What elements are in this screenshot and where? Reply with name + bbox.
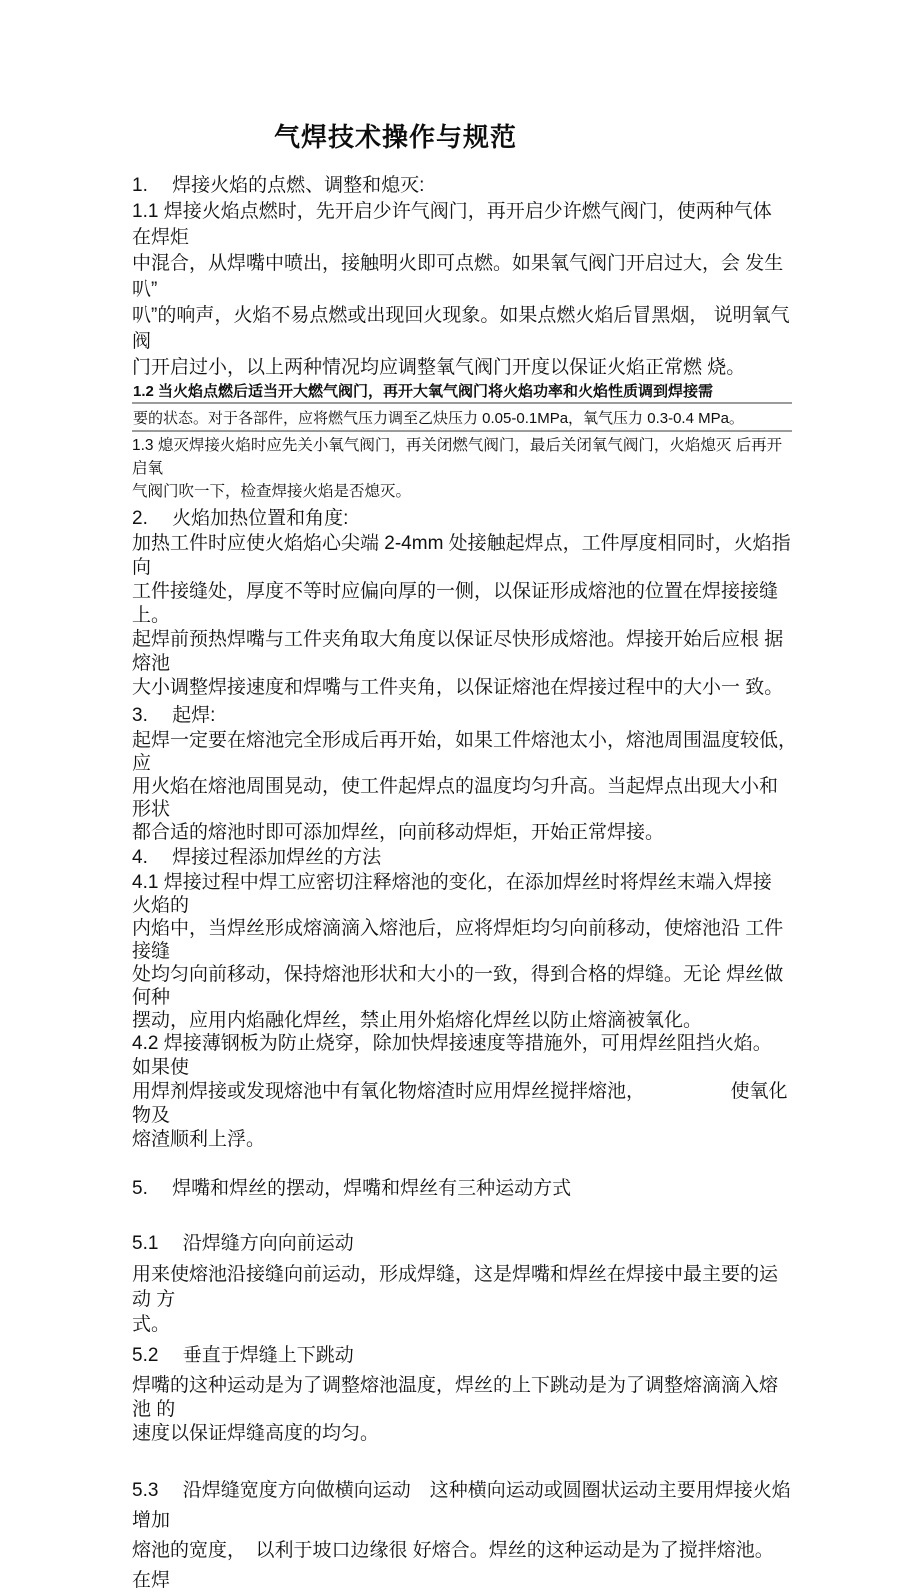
paragraph-3 xyxy=(132,729,807,844)
text-line: 用来使熔池沿接缝向前运动，形成焊缝，这是焊嘴和焊丝在焊接中最主要的运动 方 xyxy=(132,1264,779,1310)
text-line: 熔渣顺利上浮。 xyxy=(132,1129,266,1150)
text-line: 大小调整焊接速度和焊嘴与工件夹角，以保证熔池在焊接过程中的大小一 致。 xyxy=(132,677,784,698)
text-line: 中混合，从焊嘴中喷出，接触明火即可点燃。如果氧气阀门开启过大，会 发生叭” xyxy=(132,253,784,300)
paragraph-4-2 xyxy=(132,1032,792,1152)
section-5-3-block xyxy=(132,1476,792,1596)
text-line: 4.2 焊接薄钢板为防止烧穿，除加快焊接速度等措施外，可用焊丝阻挡火焰。 如果使 xyxy=(132,1033,782,1078)
clause-1-2-ruled-block xyxy=(132,381,792,432)
text-line: 用火焰在熔池周围晃动，使工件起焊点的温度均匀升高。当起焊点出现大小和 形状 xyxy=(132,776,784,820)
text-line: 气阀门吹一下，检查焊接火焰是否熄灭。 xyxy=(132,483,412,500)
text-line: 起焊前预热焊嘴与工件夹角取大角度以保证尽快形成熔池。焊接开始后应根 据熔池 xyxy=(132,629,784,674)
text-line: 熔池的宽度， 以利于坡口边缘很 好熔合。焊丝的这种运动是为了搅拌熔池。 在焊 xyxy=(132,1540,784,1591)
text-line: 起焊一定要在熔池完全形成后再开始，如果工件熔池太小，熔池周围温度较低， 应 xyxy=(132,730,807,774)
paragraph-5-2 xyxy=(132,1374,792,1446)
text-line: 1.3 熄灭焊接火焰时应先关小氧气阀门，再关闭燃气阀门，最后关闭氧气阀门，火焰熄灭 后再开启氧 xyxy=(132,437,783,477)
section-5-heading: 5. 焊嘴和焊丝的摆动，焊嘴和焊丝有三种运动方式 xyxy=(132,1178,572,1199)
document-page xyxy=(0,120,920,1591)
text-line: 都合适的熔池时即可添加焊丝，向前移动焊炬，开始正常焊接。 xyxy=(132,822,665,843)
text-line: 1.1 焊接火焰点燃时，先开启少许气阀门，再开启少许燃气阀门，使两种气体 在焊炬 xyxy=(132,201,777,248)
section-5-3-heading-line: 5.3 沿焊缝宽度方向做横向运动 这种横向运动或圆圈状运动主要用焊接火焰增加 xyxy=(132,1480,791,1531)
section-5-2-heading: 5.2 垂直于焊缝上下跳动 xyxy=(132,1345,354,1366)
section-4-heading: 4. 焊接过程添加焊丝的方法 xyxy=(132,847,382,868)
section-3-heading: 3. 起焊: xyxy=(132,705,216,726)
text-line: 内焰中，当焊丝形成熔滴滴入熔池后，应将焊炬均匀向前移动，使熔池沿 工件接缝 xyxy=(132,918,784,962)
text-line: 加热工件时应使火焰焰心尖端 2-4mm 处接触起焊点，工件厚度相同时，火焰指 向 xyxy=(132,533,796,578)
text-line: 工件接缝处，厚度不等时应偏向厚的一侧，以保证形成熔池的位置在焊接接缝 上。 xyxy=(132,581,784,626)
text-line: 用焊剂焊接或发现熔池中有氧化物熔渣时应用焊丝搅拌熔池， 使氧化物及 xyxy=(132,1081,788,1126)
section-1-heading: 1. 焊接火焰的点燃、调整和熄灭: xyxy=(132,175,425,196)
clause-1-2-line: 1.2 当火焰点燃后适当开大燃气阀门，再开大氧气阀门将火焰功率和火焰性质调到焊接需 xyxy=(132,381,792,404)
document-title: 气焊技术操作与规范 xyxy=(274,122,518,152)
section-2-heading: 2. 火焰加热位置和角度: xyxy=(132,508,349,529)
text-line: 速度以保证焊缝高度的均匀。 xyxy=(132,1423,380,1444)
paragraph-5-1 xyxy=(132,1262,792,1337)
document-content xyxy=(132,120,807,1596)
paragraph-4-1 xyxy=(132,871,792,1032)
text-line: 式。 xyxy=(132,1314,171,1335)
paragraph-1-3 xyxy=(132,434,792,503)
text-line: 处均匀向前移动，保持熔池形状和大小的一致，得到合格的焊缝。无论 焊丝做何种 xyxy=(132,964,784,1008)
text-line: 摆动，应用内焰融化焊丝，禁止用外焰熔化焊丝以防止熔滴被氧化。 xyxy=(132,1010,703,1031)
text-line: 4.1 焊接过程中焊工应密切注释熔池的变化，在添加焊丝时将焊丝末端入焊接 火焰的 xyxy=(132,872,777,916)
section-5-1-heading: 5.1 沿焊缝方向向前运动 xyxy=(132,1233,354,1254)
text-line: 门开启过小，以上两种情况均应调整氧气阀门开度以保证火焰正常燃 烧。 xyxy=(132,357,746,378)
paragraph-1-1 xyxy=(132,199,792,381)
paragraph-2 xyxy=(132,532,796,700)
text-line: 焊嘴的这种运动是为了调整熔池温度，焊丝的上下跳动是为了调整熔滴滴入熔池 的 xyxy=(132,1375,779,1420)
text-line: 叭”的响声，火焰不易点燃或出现回火现象。如果点燃火焰后冒黑烟， 说明氧气阀 xyxy=(132,305,790,352)
clause-1-2-continuation-line: 要的状态。对于各部件，应将燃气压力调至乙炔压力 0.05-0.1MPa，氧气压力 0.3-0.4 MPa。 xyxy=(132,404,792,432)
